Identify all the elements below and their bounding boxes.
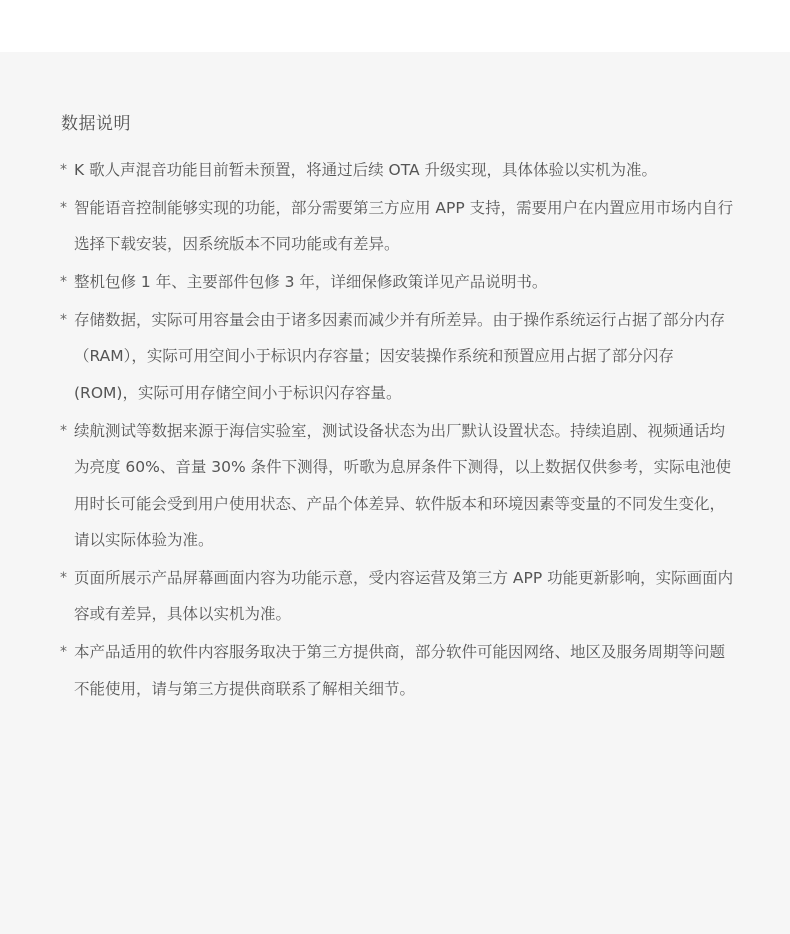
- asterisk-marker: *: [60, 422, 67, 439]
- asterisk-marker: *: [60, 311, 67, 328]
- asterisk-marker: *: [60, 274, 67, 291]
- note-item: [0, 152, 790, 189]
- note-text: K 歌人声混音功能目前暂未预置，将通过后续 OTA 升级实现，具体体验以实机为准。: [74, 161, 658, 179]
- note-text: 存储数据，实际可用容量会由于诸多因素而减少并有所差异。由于操作系统运行占据了部分内存（RAM），实际可用空间小于标识内存容量；因安装操作系统和预置应用占据了部分闪存 (ROM)，实际可用存储空间小于标识闪存容量。: [74, 310, 726, 402]
- note-text: 续航测试等数据来源于海信实验室，测试设备状态为出厂默认设置状态。持续追剧、视频通话均为亮度 60%、音量 30% 条件下测得，听歌为息屏条件下测得，以上数据仅供参考，实际电池使用时长可能会受到用户使用状态、产品个体差异、软件版本和环境因素等变量的不同发生变化，请以实际体验为准。: [74, 421, 732, 550]
- asterisk-marker: *: [60, 162, 67, 178]
- note-item: [0, 634, 790, 707]
- note-item: [0, 264, 790, 301]
- asterisk-marker: *: [60, 644, 67, 661]
- notes-list: [0, 152, 790, 709]
- asterisk-marker: *: [60, 569, 67, 586]
- note-text: 整机包修 1 年、主要部件包修 3 年，详细保修政策详见产品说明书。: [74, 273, 548, 292]
- note-text: 本产品适用的软件内容服务取决于第三方提供商，部分软件可能因网络、地区及服务周期等问题不能使用，请与第三方提供商联系了解相关细节。: [74, 643, 726, 698]
- note-text: 页面所展示产品屏幕画面内容为功能示意，受内容运营及第三方 APP 功能更新影响，实际画面内容或有差异，具体以实机为准。: [74, 568, 734, 624]
- note-item: [0, 302, 790, 412]
- note-text: 智能语音控制能够实现的功能，部分需要第三方应用 APP 支持，需要用户在内置应用市场内自行选择下载安装，因系统版本不同功能或有差异。: [74, 198, 734, 254]
- note-item: [0, 190, 790, 263]
- note-item: [0, 560, 790, 633]
- page-title: 数据说明: [61, 114, 131, 134]
- asterisk-marker: *: [60, 199, 67, 216]
- note-item: [0, 413, 790, 559]
